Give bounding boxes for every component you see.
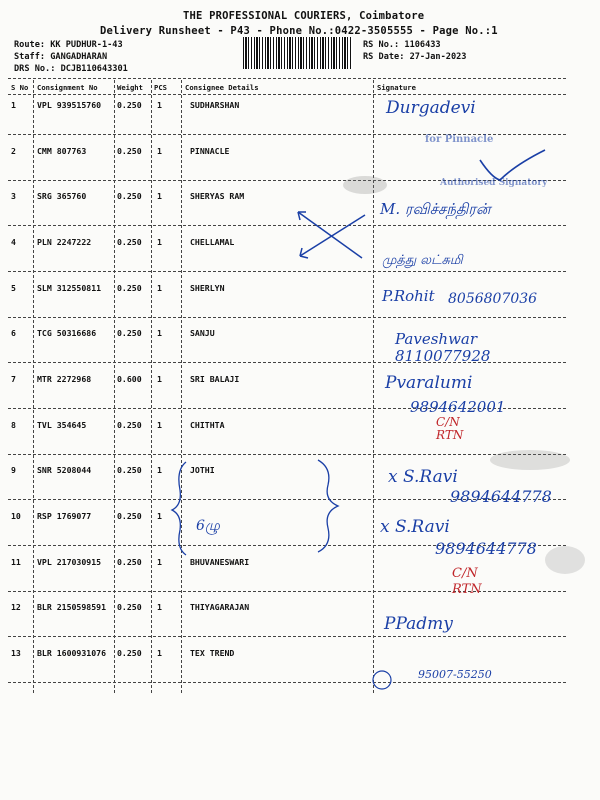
bracket [318,460,338,552]
cell-weight: 0.250 [117,100,142,110]
cell-pcs: 1 [157,602,162,612]
drs-number: DRS No.: DCJB110643301 [14,64,128,74]
cell-consignee: CHITHTA [190,420,225,430]
return-mark-row-11: C/N [452,566,478,581]
signature-row-1: Durgadevi [386,98,476,118]
signature-row-4: முத்து லட்சுமி [382,253,463,268]
rs-number: RS No.: 1106433 [363,40,441,50]
cell-pcs: 1 [157,283,162,293]
cell-pcs: 1 [157,328,162,338]
cell-pcs: 1 [157,557,162,567]
cell-consignment: BLR 2150598591 [37,602,107,612]
return-mark-row-8: C/N [436,415,460,429]
cell-consignment: SRG 365760 [37,191,87,201]
cell-pcs: 1 [157,374,162,384]
cell-pcs: 1 [157,100,162,110]
cell-pcs: 1 [157,146,162,156]
cell-sno: 10 [11,511,21,521]
cell-pcs: 1 [157,511,162,521]
cell-consignment: VPL 217030915 [37,557,102,567]
company-title: THE PROFESSIONAL COURIERS, Coimbatore [183,10,425,22]
cell-sno: 1 [11,100,16,110]
ink-smudge [490,450,570,470]
route-label: Route: KK PUDHUR-1-43 [14,40,123,50]
cell-weight: 0.250 [117,511,142,521]
cell-consignment: TCG 50316686 [37,328,97,338]
cell-sno: 5 [11,283,16,293]
cell-pcs: 1 [157,191,162,201]
cell-consignment: MTR 2272968 [37,374,92,384]
cell-consignee: SANJU [190,328,215,338]
stamp-text: for Pinnacle [425,134,494,145]
cell-pcs: 1 [157,420,162,430]
col-header-pcs: PCS [154,83,167,92]
tick-mark [480,150,545,180]
signature-row-5: P.Rohit [382,287,435,305]
cell-pcs: 1 [157,465,162,475]
return-mark-row-11: RTN [452,582,482,597]
cell-consignee: THIYAGARAJAN [190,602,250,612]
cell-sno: 8 [11,420,16,430]
cell-consignment: BLR 1600931076 [37,648,107,658]
cell-consignment: CMM 807763 [37,146,87,156]
cell-consignee: SHERYAS RAM [190,191,245,201]
col-header-sno: S No [11,83,29,92]
cell-consignment: TVL 354645 [37,420,87,430]
signature-row-10: x S.Ravi [380,517,450,537]
cell-sno: 11 [11,557,21,567]
signature-row-9: x S.Ravi [388,467,458,487]
cell-consignment: RSP 1769077 [37,511,92,521]
cell-consignee: PINNACLE [190,146,230,156]
ink-smudge [343,176,387,194]
cell-weight: 0.250 [117,191,142,201]
phone-row-9: 9894644778 [450,487,552,506]
cell-consignee: CHELLAMAL [190,237,235,247]
runsheet-subtitle: Delivery Runsheet - P43 - Phone No.:0422-3505555 - Page No.:1 [100,25,498,37]
col-header-signature: Signature [377,83,416,92]
cell-consignee: JOTHI [190,465,215,475]
signature-row-7: Pvaralumi [385,373,473,393]
cell-weight: 0.250 [117,465,142,475]
signature-row-12: PPadmy [384,614,453,634]
cell-consignee: SRI BALAJI [190,374,240,384]
staff-label: Staff: GANGADHARAN [14,52,108,62]
cell-weight: 0.600 [117,374,142,384]
cell-consignment: SLM 312550811 [37,283,102,293]
phone-row-13: 95007-55250 [418,668,492,681]
cell-consignment: PLN 2247222 [37,237,92,247]
cell-sno: 9 [11,465,16,475]
return-mark-row-8: RTN [436,428,464,442]
col-header-consignment: Consignment No [37,83,98,92]
cell-sno: 12 [11,602,21,612]
cell-consignee: BHUVANESWARI [190,557,250,567]
cell-consignment: VPL 939515760 [37,100,102,110]
phone-row-5: 8056807036 [448,291,538,307]
cell-weight: 0.250 [117,420,142,430]
phone-row-7: 9894642001 [410,398,506,416]
stamp-text: Authorised Signatory [440,178,548,188]
cell-consignee: TEX TREND [190,648,235,658]
signature-row-6: Paveshwar [395,330,478,348]
cell-sno: 6 [11,328,16,338]
scribble [373,671,391,689]
cell-weight: 0.250 [117,648,142,658]
cell-weight: 0.250 [117,146,142,156]
note-row-10: 6ழு [196,518,220,534]
cell-weight: 0.250 [117,237,142,247]
cell-sno: 4 [11,237,16,247]
bracket [172,462,186,555]
phone-row-10: 9894644778 [435,539,537,558]
cell-weight: 0.250 [117,328,142,338]
cell-sno: 13 [11,648,21,658]
cell-consignee: SHERLYN [190,283,225,293]
rs-date: RS Date: 27-Jan-2023 [363,52,467,62]
col-header-consignee: Consignee Details [185,83,259,92]
cell-consignee: SUDHARSHAN [190,100,240,110]
cell-sno: 2 [11,146,16,156]
cell-sno: 7 [11,374,16,384]
cell-weight: 0.250 [117,557,142,567]
cell-weight: 0.250 [117,283,142,293]
cell-pcs: 1 [157,648,162,658]
phone-row-6: 8110077928 [395,347,491,365]
cell-pcs: 1 [157,237,162,247]
cell-sno: 3 [11,191,16,201]
cell-weight: 0.250 [117,602,142,612]
col-header-weight: Weight [117,83,143,92]
cell-consignment: SNR 5208044 [37,465,92,475]
signature-row-3: M. ரவிச்சந்திரன் [380,200,491,218]
ink-smudge [545,546,585,574]
